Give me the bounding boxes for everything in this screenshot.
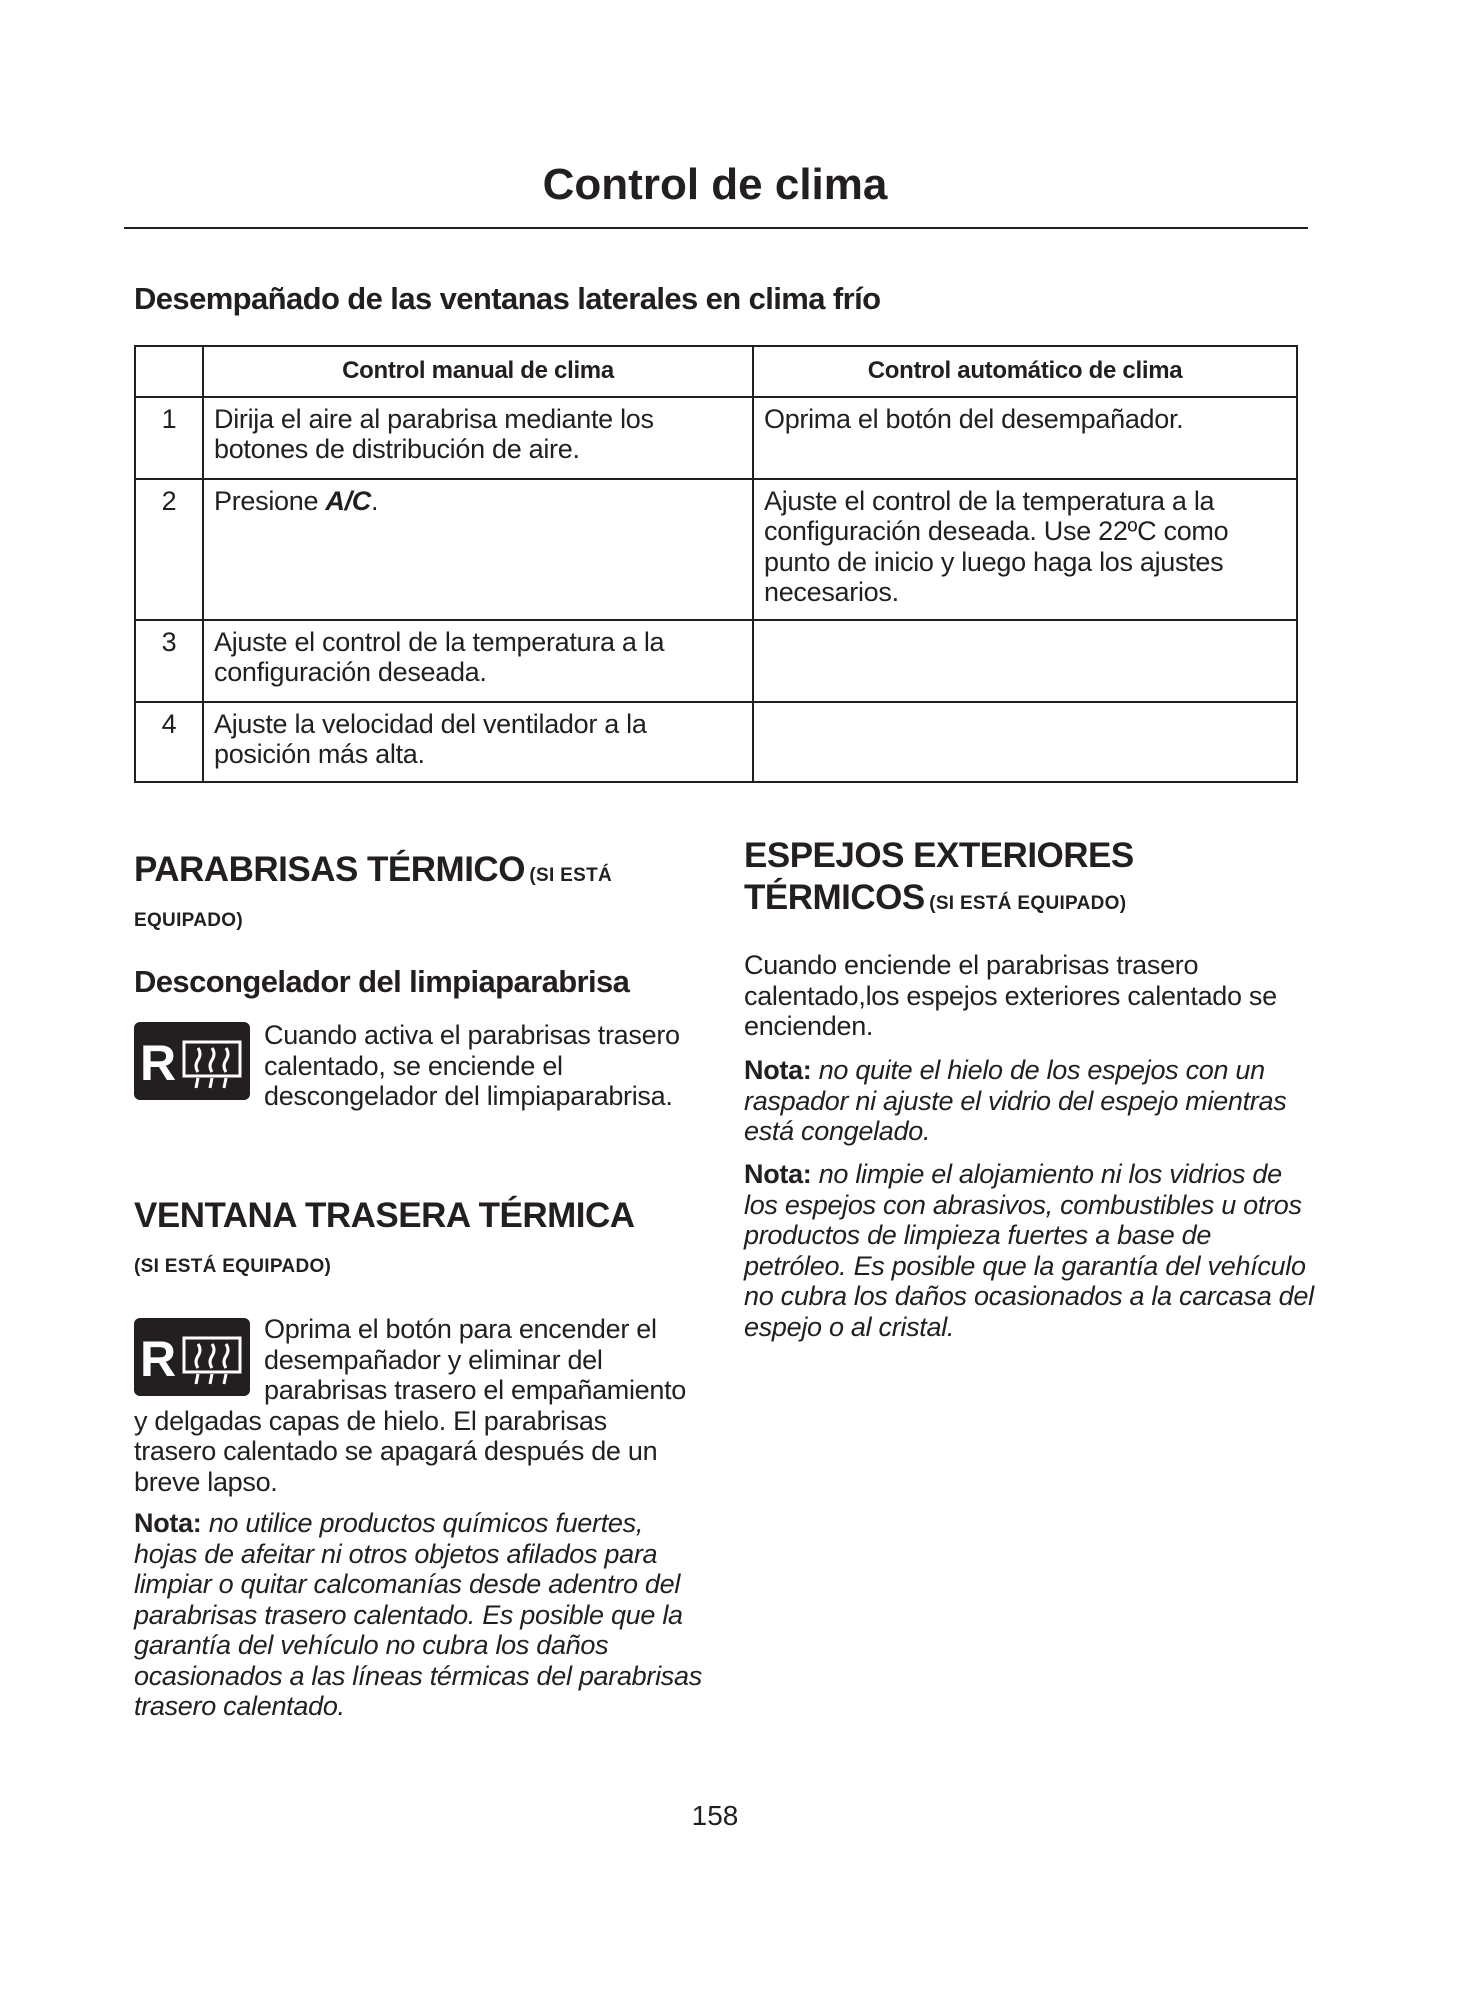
heated-rear-window-heading: VENTANA TRASERA TÉRMICA (134, 1196, 635, 1235)
table-header-auto: Control automático de clima (753, 346, 1297, 397)
note-label: Nota: (744, 1055, 812, 1085)
mirrors-note-2 (744, 1159, 1314, 1342)
rear-window-text-block (134, 1314, 694, 1497)
auto-step (753, 702, 1297, 782)
section-heading-defog: Desempañado de las ventanas laterales en clima frío (134, 281, 881, 316)
page-title: Control de clima (542, 160, 888, 209)
table-row (135, 620, 1297, 702)
rear-window-note (134, 1508, 704, 1722)
row-number: 1 (135, 397, 203, 479)
wiper-deicer-text: Cuando activa el parabrisas trasero calentado, se enciende el descongelador del limpiaparabrisa. (264, 1020, 680, 1111)
note-label: Nota: (744, 1159, 812, 1189)
wiper-deicer-subheading: Descongelador del limpiaparabrisa (134, 964, 630, 999)
table-header-row (135, 346, 1297, 397)
manual-step (203, 479, 753, 620)
note-label: Nota: (134, 1508, 202, 1538)
defog-table (134, 345, 1298, 783)
qualifier: EQUIPADO) (134, 910, 243, 931)
heated-mirrors-heading-line2 (744, 878, 1126, 918)
note-text: no utilice productos químicos fuertes, hojas de afeitar ni otros objetos afilados para limpiar o quitar calcomanías desde adentro del parabrisas trasero calentado. Es posible que la garantía del vehículo no cubra los daños ocasionados a las líneas térmicas del parabrisas trasero calentado. (134, 1508, 702, 1721)
table-row (135, 702, 1297, 782)
heated-windshield-heading (134, 850, 704, 890)
manual-step-prefix: Presione (214, 485, 326, 516)
row-number: 3 (135, 620, 203, 702)
auto-step: Oprima el botón del desempañador. (753, 397, 1297, 479)
mirrors-note-1 (744, 1055, 1314, 1147)
table-row (135, 479, 1297, 620)
heading-text: PARABRISAS TÉRMICO (134, 850, 525, 889)
qualifier: (SI ESTÁ (529, 865, 613, 886)
ac-label: A/C (325, 485, 371, 516)
svg-text:R: R (140, 1035, 176, 1091)
auto-step: Ajuste el control de la temperatura a la configuración deseada. Use 22ºC como punto de inicio y luego haga los ajustes necesarios. (753, 479, 1297, 620)
heading-text: TÉRMICOS (744, 878, 925, 917)
svg-text:R: R (140, 1331, 176, 1387)
table-row (135, 397, 1297, 479)
rear-window-text: Oprima el botón para encender el desempañador y eliminar del parabrisas trasero el empañamiento y delgadas capas de hielo. El parabrisas trasero calentado se apagará después de un breve lapso. (134, 1314, 687, 1497)
table-header-num (135, 346, 203, 397)
heated-mirrors-heading: ESPEJOS EXTERIORES (744, 836, 1134, 875)
wiper-deicer-text-block (134, 1020, 694, 1112)
rear-defrost-icon (134, 1318, 250, 1396)
manual-step: Dirija el aire al parabrisa mediante los botones de distribución de aire. (203, 397, 753, 479)
row-number: 2 (135, 479, 203, 620)
page-number: 158 (691, 1800, 739, 1831)
table-header-manual: Control manual de clima (203, 346, 753, 397)
rear-defrost-icon (134, 1022, 250, 1100)
auto-step (753, 620, 1297, 702)
note-text: no limpie el alojamiento ni los vidrios de los espejos con abrasivos, combustibles u otros productos de limpieza fuertes a base de petróleo. Es posible que la garantía del vehículo no cubra los daños ocasionados a la carcasa del espejo o al cristal. (744, 1159, 1314, 1342)
qualifier: (SI ESTÁ EQUIPADO) (134, 1256, 332, 1277)
row-number: 4 (135, 702, 203, 782)
note-text: no quite el hielo de los espejos con un raspador ni ajuste el vidrio del espejo mientras está congelado. (744, 1055, 1287, 1146)
manual-step-suffix: . (370, 485, 379, 516)
manual-step: Ajuste el control de la temperatura a la configuración deseada. (203, 620, 753, 702)
heated-mirrors-text: Cuando enciende el parabrisas trasero calentado,los espejos exteriores calentado se encienden. (744, 950, 1277, 1041)
manual-step: Ajuste la velocidad del ventilador a la posición más alta. (203, 702, 753, 782)
qualifier: (SI ESTÁ EQUIPADO) (929, 893, 1127, 914)
title-divider (124, 227, 1308, 229)
